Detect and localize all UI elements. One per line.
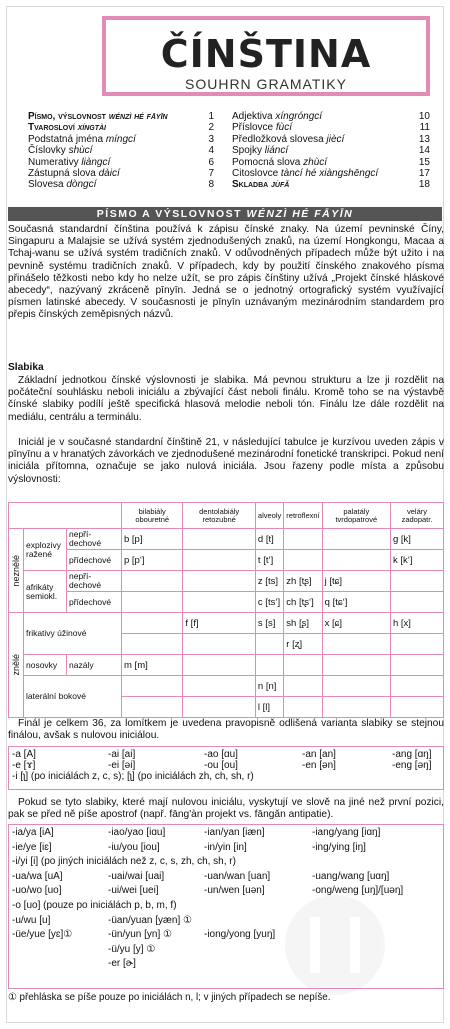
final-item: -uo/wo [uo] — [12, 885, 62, 897]
paragraph-apostrof: Pokud se tyto slabiky, které mají nulovou iniciálu, vyskytují ve slově na jiné než první pozici, pak se před ně píše apostrof (např. fāng'àn projekt vs. fāngǎn antipatie). — [8, 797, 444, 821]
toc-item-page: 14 — [418, 145, 430, 157]
final-item: -an [an] — [302, 749, 336, 760]
toc-item — [28, 157, 214, 168]
cell-t: t [tʻ] — [255, 550, 283, 571]
toc-item-pinyin: jùfǎ — [271, 179, 290, 191]
toc-item — [232, 134, 430, 145]
final-item: -üan/yuan [yæn] ① — [108, 914, 193, 926]
finals-box-1 — [8, 746, 444, 790]
final-item: -un/wen [uən] — [204, 885, 265, 897]
cell-empty — [390, 676, 443, 697]
col-header-dentolabial: dentolabiály retozubné — [183, 503, 256, 529]
final-item: -uang/wang [uɑŋ] — [312, 870, 390, 882]
cell-empty — [122, 571, 183, 592]
finals-row — [12, 885, 440, 900]
toc-item-page: 10 — [418, 111, 430, 122]
toc-item-page: 15 — [418, 156, 430, 168]
toc-item-pinyin: jiècí — [326, 133, 345, 145]
row-label-nosovky: nosovky — [24, 655, 67, 676]
finals-row — [12, 944, 440, 959]
cell-empty — [255, 655, 283, 676]
final-item: -ou [ou] — [204, 760, 238, 772]
final-item: -er [ɚ] — [108, 958, 136, 970]
paragraph-slabika: Základní jednotkou čínské výslovnosti je slabika. Má pevnou strukturu a lze ji rozdělit na počáteční souhlásku neboli iniciálu a zbývající část neboli finálu. Kromě toho se na výstavbě čínské slabiky podílí ještě specifická hlasová melodie neboli tón. Finálu lze dále rozdělit na mediálu, centrálu a terminálu. — [8, 375, 444, 423]
toc-item-page: 13 — [418, 133, 430, 145]
toc-item-pinyin: míngcí — [105, 133, 136, 145]
table-corner — [9, 503, 122, 529]
toc-item-label: Slovesa — [28, 179, 67, 191]
cell-empty — [284, 550, 322, 571]
toc-item-page: 2 — [208, 122, 214, 134]
toc-item-page: 7 — [208, 167, 214, 179]
toc-item-page: 17 — [418, 167, 430, 179]
finals-row — [12, 900, 440, 915]
final-item: -uan/wan [uan] — [204, 870, 271, 882]
row-label-explozivy: explozivy ražené — [24, 529, 67, 571]
final-item: -ui/wei [uei] — [108, 885, 159, 897]
cell-empty — [122, 697, 183, 718]
toc-item-label: Příslovce — [232, 122, 276, 134]
cell-empty — [322, 655, 390, 676]
toc-item — [28, 134, 214, 145]
final-item: -ei [əi] — [108, 760, 136, 772]
toc-right-column — [232, 111, 430, 191]
cell-empty — [122, 592, 183, 613]
toc-item-label: Předložková slovesa — [232, 133, 327, 145]
final-item: -iao/yao [iɑu] — [108, 827, 166, 838]
cell-empty — [390, 571, 443, 592]
cell-m: m [m] — [122, 655, 183, 676]
final-item: -ua/wa [uA] — [12, 870, 63, 882]
cell-empty — [183, 550, 256, 571]
toc-item-page: 11 — [419, 122, 430, 134]
toc-item-label: Citoslovce — [232, 167, 281, 179]
cell-empty — [322, 529, 390, 550]
final-item: -iong/yong [yuŋ] — [204, 929, 276, 941]
finals-box-2 — [8, 824, 444, 989]
finals-row — [12, 856, 440, 871]
toc-item — [232, 157, 430, 168]
cell-empty — [183, 697, 256, 718]
toc-item-page: 8 — [208, 179, 214, 191]
toc-item-page: 18 — [418, 179, 430, 191]
cell-h: h [x] — [390, 613, 443, 634]
cell-empty — [284, 697, 322, 718]
cell-zh: zh [tʂ] — [284, 571, 322, 592]
paragraph-finaly: Finál je celkem 36, za lomítkem je uvedena pravopisně odlišená varianta slabiky se stejnou finálou, avšak s nulovou iniciálou. — [8, 718, 444, 742]
toc-item — [28, 122, 214, 133]
row-label-frikativy: frikativy úžinové — [24, 613, 122, 655]
toc-item-page: 3 — [208, 133, 214, 145]
final-item: -ai [ai] — [108, 749, 136, 760]
row-sub-dech: přídechové — [67, 592, 122, 613]
paragraph-intro: Současná standardní čínština používá k zápisu čínské znaky. Na území pevninské Číny, Singapuru a Malajsie se užívá systém zjednodušených znaků, na území Hongkongu, Macaa a Tchaj-wanu se užívá systém tradičních znaků. V odůvodněných případech může být užito i na pevnině systému tradičních znaků. V případech, kdy by použití čínského znakového písma přinášelo těžkosti nebo kdy ho nelze užít, se pro zápis čínštiny užívá „Projekt čínské hláskové abecedy“, nazývaný zkráceně pīnyīn. Jedná se o jednotný ortografický systém využívající písmen latinské abecedy. V současnosti je pīnyīn uznávaným mezinárodním standardem pro přepis čínských zeměpisných názvů. — [8, 224, 444, 321]
cell-empty — [122, 676, 183, 697]
toc-item-page: 1 — [208, 111, 214, 122]
row-label-afrikaty: afrikáty semiokl. — [24, 571, 67, 613]
toc-item-page: 6 — [208, 156, 214, 168]
cell-sh: sh [ʂ] — [284, 613, 322, 634]
cell-empty — [390, 634, 443, 655]
toc-item-label: Adjektiva — [232, 111, 276, 122]
toc-item — [232, 168, 430, 179]
cell-z: z [ts] — [255, 571, 283, 592]
final-item: -u/wu [u] — [12, 914, 51, 926]
cell-empty — [183, 676, 256, 697]
title-box — [102, 16, 430, 96]
cell-s: s [s] — [255, 613, 283, 634]
toc-item-label: Zástupná slova — [28, 167, 99, 179]
col-header-retroflex: retroflexní — [284, 503, 322, 529]
cell-empty — [183, 634, 256, 655]
row-sub-nedech: nepří-dechové — [67, 571, 122, 592]
cell-q: q [tɕʻ] — [322, 592, 390, 613]
final-item: -o [uo] (pouze po iniciálách p, b, m, f) — [12, 899, 177, 911]
section-heading-bar — [8, 207, 442, 221]
cell-g: g [k] — [390, 529, 443, 550]
heading-slabika: Slabika — [8, 362, 44, 373]
cell-b: b [p] — [122, 529, 183, 550]
final-item: -i/yi [i] (po jiných iniciálách než z, c, s, zh, ch, sh, r) — [12, 856, 236, 868]
cell-empty — [390, 592, 443, 613]
final-item: -iang/yang [iɑŋ] — [312, 827, 381, 838]
final-item: -üe/yue [yɛ]① — [12, 929, 73, 941]
toc-item-label: Spojky — [232, 145, 265, 157]
cell-l: l [l] — [255, 697, 283, 718]
cell-k: k [kʻ] — [390, 550, 443, 571]
final-item: -ong/weng [uŋ]/[uəŋ] — [312, 885, 404, 897]
toc-item-pinyin: liàngcí — [81, 156, 111, 168]
cell-empty — [183, 592, 256, 613]
finals-row — [12, 871, 440, 886]
cell-ch: ch [tʂʻ] — [284, 592, 322, 613]
toc-item-label: Písmo, výslovnost — [28, 111, 109, 122]
toc-item-label: Tvarosloví — [28, 122, 78, 134]
toc-item-pinyin: wénzì hé fāyīn — [108, 111, 168, 122]
toc-item — [28, 179, 214, 190]
cell-empty — [183, 655, 256, 676]
final-item: -in/yin [in] — [204, 841, 247, 853]
cell-d: d [t] — [255, 529, 283, 550]
cell-empty — [284, 655, 322, 676]
cell-empty — [322, 697, 390, 718]
final-item: -ing/ying [iŋ] — [312, 841, 366, 853]
cell-empty — [322, 634, 390, 655]
cell-empty — [183, 571, 256, 592]
row-label-lateralni: laterální bokové — [24, 676, 122, 718]
toc-item-pinyin: tàncí hé xiàngshēngcí — [280, 167, 379, 179]
finals-row — [12, 915, 440, 930]
toc-item-pinyin: dòngcí — [66, 179, 97, 191]
toc-item-label: Pomocná slova — [232, 156, 304, 168]
page-subtitle: SOUHRN GRAMATIKY — [185, 76, 347, 92]
cell-x: x [ɕ] — [322, 613, 390, 634]
finals-row — [12, 842, 440, 857]
cell-empty — [122, 613, 183, 634]
toc-item-label: Skladba — [232, 179, 271, 191]
finals-row — [12, 958, 440, 973]
finals-row — [12, 929, 440, 944]
cell-empty — [255, 634, 283, 655]
row-sub-nazaly: nazály — [67, 655, 122, 676]
group-label-neznele: neznělé — [9, 529, 24, 613]
cell-empty — [322, 550, 390, 571]
initials-table — [8, 502, 444, 718]
toc-item-pinyin: shùcí — [68, 145, 93, 157]
col-header-alveolar: alveoly — [255, 503, 283, 529]
row-sub-dech: přídechové — [67, 550, 122, 571]
toc-item-pinyin: fùcí — [275, 122, 293, 134]
toc-item — [232, 145, 430, 156]
paragraph-inicialy: Iniciál je v současné standardní čínštině 21, v následující tabulce je kurzívou uveden zápis v pīnyīnu a v hranatých závorkách ve zjednodušené mezinárodní fonetické transkripci. Pokud není iniciála přítomna, označuje se jako nulová iniciála. Jsou řazeny podle místa a způsobu výslovnosti: — [8, 437, 444, 485]
final-item: -ü/yu [y] ① — [108, 943, 156, 955]
section-heading-italic: WÉNZÌ HÉ FĀYĪN — [246, 208, 354, 220]
toc-item-label: Podstatná jména — [28, 133, 106, 145]
final-item: -en [ən] — [302, 760, 336, 772]
toc-item — [28, 168, 214, 179]
final-item: -ang [ɑŋ] — [392, 749, 432, 760]
toc-item — [232, 122, 430, 133]
toc-item-page: 4 — [208, 145, 214, 157]
col-header-bilabial: bilabiály obouretné — [122, 503, 183, 529]
row-sub-nedech: nepří-dechové — [67, 529, 122, 550]
cell-empty — [284, 529, 322, 550]
toc-item — [232, 179, 430, 190]
toc-left-column — [28, 111, 214, 191]
final-item: -ian/yan [iæn] — [204, 827, 265, 838]
cell-empty — [390, 655, 443, 676]
final-item: -iu/you [iou] — [108, 841, 160, 853]
final-item: -ia/ya [iA] — [12, 827, 54, 838]
col-header-velar: veláry zadopatr. — [390, 503, 443, 529]
finals-row — [12, 760, 440, 771]
final-item: -uai/wai [uai] — [108, 870, 165, 882]
finals-note: -i [ʅ] (po iniciálách z, c, s); [ʅ] (po iniciálách zh, ch, sh, r) — [12, 771, 254, 783]
section-heading-text: PÍSMO A VÝSLOVNOST — [96, 208, 247, 220]
toc-item-pinyin: xíngróngcí — [275, 111, 323, 122]
toc-item-pinyin: dàicí — [98, 167, 120, 179]
cell-empty — [284, 676, 322, 697]
group-label-znele: znělé — [9, 613, 24, 718]
cell-empty — [183, 529, 256, 550]
cell-c: c [tsʻ] — [255, 592, 283, 613]
cell-j: j [tɕ] — [322, 571, 390, 592]
page-title: ČÍNŠTINA — [160, 32, 372, 76]
footnote: ① přehláska se píše pouze po iniciálách n, l; v jiných případech se nepíše. — [8, 992, 331, 1003]
toc-item-label: Numerativy — [28, 156, 82, 168]
final-item: -a [A] — [12, 749, 36, 760]
cell-n: n [n] — [255, 676, 283, 697]
toc-item — [28, 111, 214, 122]
toc-item-pinyin: zhùcí — [303, 156, 328, 168]
cell-f: f [f] — [183, 613, 256, 634]
toc-item — [232, 111, 430, 122]
cell-empty — [122, 634, 183, 655]
col-header-palatal: palatály tvrdopatrové — [322, 503, 390, 529]
final-item: -ao [ɑu] — [204, 749, 238, 760]
cell-p: p [pʻ] — [122, 550, 183, 571]
toc-item-pinyin: xíngtài — [77, 122, 106, 134]
cell-empty — [322, 676, 390, 697]
cell-empty — [390, 697, 443, 718]
cell-r: r [ʐ] — [284, 634, 322, 655]
final-item: -ün/yun [yn] ① — [108, 929, 172, 941]
toc-item-label: Číslovky — [28, 145, 69, 157]
toc-item-pinyin: liáncí — [264, 145, 289, 157]
final-item: -ie/ye [iɛ] — [12, 841, 52, 853]
finals-row — [12, 827, 440, 842]
final-item: -eng [əŋ] — [392, 760, 432, 772]
finals-row — [12, 749, 440, 760]
final-item: -e [ɤ] — [12, 760, 36, 772]
toc-item — [28, 145, 214, 156]
